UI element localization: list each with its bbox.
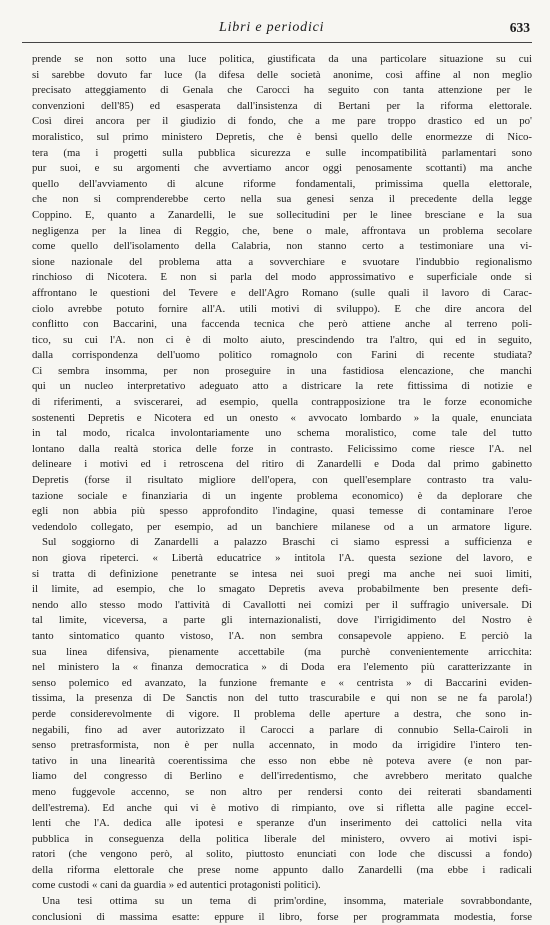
text-line: si tratta di definizione penetrante se intesa nei suoi pregi ma anche nei suoi limiti, — [32, 567, 532, 580]
text-line: prende se non sotto una luce politica, giustificata da una particolare situazione su cui — [32, 53, 532, 65]
page-number: 633 — [509, 20, 530, 35]
text-line: qui un nucleo interpretativo adeguato atto a districare la rete fittissima di notizie e — [32, 380, 532, 393]
text-line: perde considerevolmente di vigore. Il problema delle aperture a destra, che sono in- — [32, 707, 532, 720]
text-line: ciolo avrebbe potuto fornire all'A. utili motivi di sviluppo). E che dire ancora del — [32, 302, 532, 315]
text-line: non giova ripeterci. « Libertà educatrice » intitola l'A. questa sezione del lavoro, e — [32, 552, 532, 564]
text-line: affrontano le questioni del Tevere e dell'Agro Romano (sulle quali il lavoro di Carac- — [32, 286, 532, 299]
text-line: meno fuggevole accenno, se non altro per rendersi conto dei reiterati sbandamenti — [32, 785, 532, 798]
text-line: tissima, la presenza di De Sanctis non del tutto trascurabile e qui non se ne fa parola!) — [32, 692, 532, 705]
text-line: pubblica in conseguenza della politica liberale del ministero, ovvero ai motivi ispi- — [32, 832, 532, 845]
text-line: Sul soggiorno di Zanardelli a palazzo Braschi ci siamo espressi a sufficienza e — [42, 536, 532, 549]
text-line: negligenza per la linea di Reggio, che, bene o male, affrontava un problema secolare — [32, 224, 532, 237]
text-line: della riforma elettorale che prese nome appunto dallo Zanardelli (ma ebbe i radicali — [32, 863, 532, 876]
text-line: precisato atteggiamento di Genala che Carocci ha seguito con tanta attenzione per le — [32, 84, 532, 97]
text-line: moralistico, sul primo ministero Depretis, che è bensì quello delle enormezze di Nico- — [32, 130, 532, 143]
text-line: tanto sintomatico quanto vistoso, l'A. non sembra consapevole appieno. E perciò la — [32, 629, 532, 642]
text-line: in tal modo, ricalca involontariamente uno schema moralistico, come tale del tutto — [32, 427, 532, 440]
text-line: Una tesi ottima su un tema di prim'ordine, insomma, materiale sovrabbondante, — [42, 895, 532, 908]
text-line: tal limite, viceversa, a parte gli internazionalisti, dove l'irrigidimento del Nostro è — [32, 614, 532, 627]
running-title: Libri e periodici — [219, 20, 325, 35]
text-line: tazione sociale e finanziaria di un ingente problema economico) è da deplorare che — [32, 489, 532, 502]
text-line: si sarebbe dovuto far luce (la difesa delle società anonime, così affine al non meglio — [32, 68, 532, 81]
text-line: che non si comprenderebbe certo nella sua genesi senza il precedente della legge — [32, 193, 532, 206]
text-line: senso polemico ed avanzato, la funzione fremante e « centrista » di Baccarini eviden- — [32, 676, 532, 689]
text-line: sua linea difensiva, pienamente accettabile (ma purchè convenientemente arricchita: — [32, 645, 532, 658]
text-line: Depretis (forse il risultato migliore dell'opera, con quell'esemplare contrasto tra valu- — [32, 474, 532, 487]
text-line: senso pretrasformista, non è per nulla accennato, in modo da irrigidire l'intero ten- — [32, 739, 532, 752]
running-head — [44, 20, 530, 38]
text-line: come quello dell'isolamento della Calabria, non stanno certo a testimoniare una vi- — [32, 240, 532, 253]
text-line: dalla corrispondenza dell'uomo politico romagnolo con Farini di recente studiata? — [32, 349, 532, 362]
text-line: dell'estrema). Ed anche qui vi è motivo di rimpianto, ove si rifletta alle pagine eccel- — [32, 801, 532, 814]
text-line: rinchioso di Nicotera. E non si parla del modo approssimativo e superficiale onde si — [32, 271, 532, 284]
text-line: liamo del congresso di Berlino e dell'irredentismo, che avrebbero meritato qualche — [32, 770, 532, 783]
text-line: di riferimenti, a sviscerarei, ad esempio, quella contrapposizione tra le forze economiche — [32, 396, 532, 409]
text-line: delineare i motivi ed i retroscena del ritiro di Zanardelli e Doda dal primo gabinetto — [32, 458, 532, 471]
text-line: sione nazionale del problema atta a sovverchiare e svuotare l'indubbio regionalismo — [32, 255, 532, 268]
text-line: Così direi ancora per il giudizio di fondo, che a me pare troppo drastico ed un po' — [32, 115, 532, 128]
text-line: tativo in una linearità coerentissima che esso non ebbe nè poteva avere (e non par- — [32, 754, 532, 767]
text-line: negabili, fino ad aver autorizzato il Carocci a parlare di connubio Sella-Cairoli in — [32, 723, 532, 736]
text-line: pur suoi, e su argomenti che avvertiamo ancor oggi penosamente scottanti) ma anche — [32, 162, 532, 175]
text-line: lenti che l'A. dedica alle ipotesi e speranze d'un inserimento dei cattolici nella vita — [32, 817, 532, 830]
text-line: convenzioni dell'85) ed esasperata dall'insistenza di Bertani per la riforma elettorale. — [32, 99, 532, 112]
header-rule — [22, 42, 532, 43]
text-line: nendo allo stesso modo l'attività di Cavallotti nei comizi per il suffragio universale. Di — [32, 598, 532, 611]
text-line: tico, su cui l'A. non ci è di molto aiuto, prescindendo tra l'altro, qui ed in seguito, — [32, 333, 532, 346]
text-line: vedendolo collegato, per esempio, ad un banchiere milanese od a un armatore ligure. — [32, 520, 532, 533]
text-line: quello dell'avviamento di alcune riforme fondamentali, primissima quella elettorale, — [32, 177, 532, 190]
text-line: ratori (che vengono però, al solito, piuttosto enunciati con lode che discussi a fondo) — [32, 848, 532, 861]
text-line: il limite, ad esempio, che lo smagato Depretis aveva probabilmente ben presente defi- — [32, 583, 532, 596]
text-line: sostenenti Depretis e Nicotera ed un onesto « avvocato lombardo » la quale, enunciata — [32, 411, 532, 424]
text-line: Ci sembra insomma, per non proseguire in una fastidiosa elencazione, che manchi — [32, 364, 532, 377]
text-line: Coppino. E, quanto a Zanardelli, le sue sollecitudini per le linee bresciane e la sua — [32, 208, 532, 221]
text-line: lontano dalla realtà storica delle forze in contrasto. Felicissimo come riesce l'A. nel — [32, 442, 532, 455]
text-line: conflitto con Baccarini, una faccenda tecnica che però attiene anche al terreno poli- — [32, 318, 532, 331]
text-line: tera (ma i progetti sulla pubblica sicurezza e sulle incompatibilità parlamentari sono — [32, 146, 532, 159]
text-line: come custodi « cani da guardia » ed autentici protagonisti politici). — [32, 879, 321, 892]
text-line: nel ministero la « finanza democratica » di Doda era l'elemento più caratterizzante in — [32, 661, 532, 674]
text-line: conclusioni di massima esatte: eppure il libro, forse per programmata modestia, forse — [32, 910, 532, 923]
body-text — [32, 52, 532, 923]
text-line: egli non abbia più spesso approfondito l'indagine, quasi temesse di contaminare l'eroe — [32, 505, 532, 518]
